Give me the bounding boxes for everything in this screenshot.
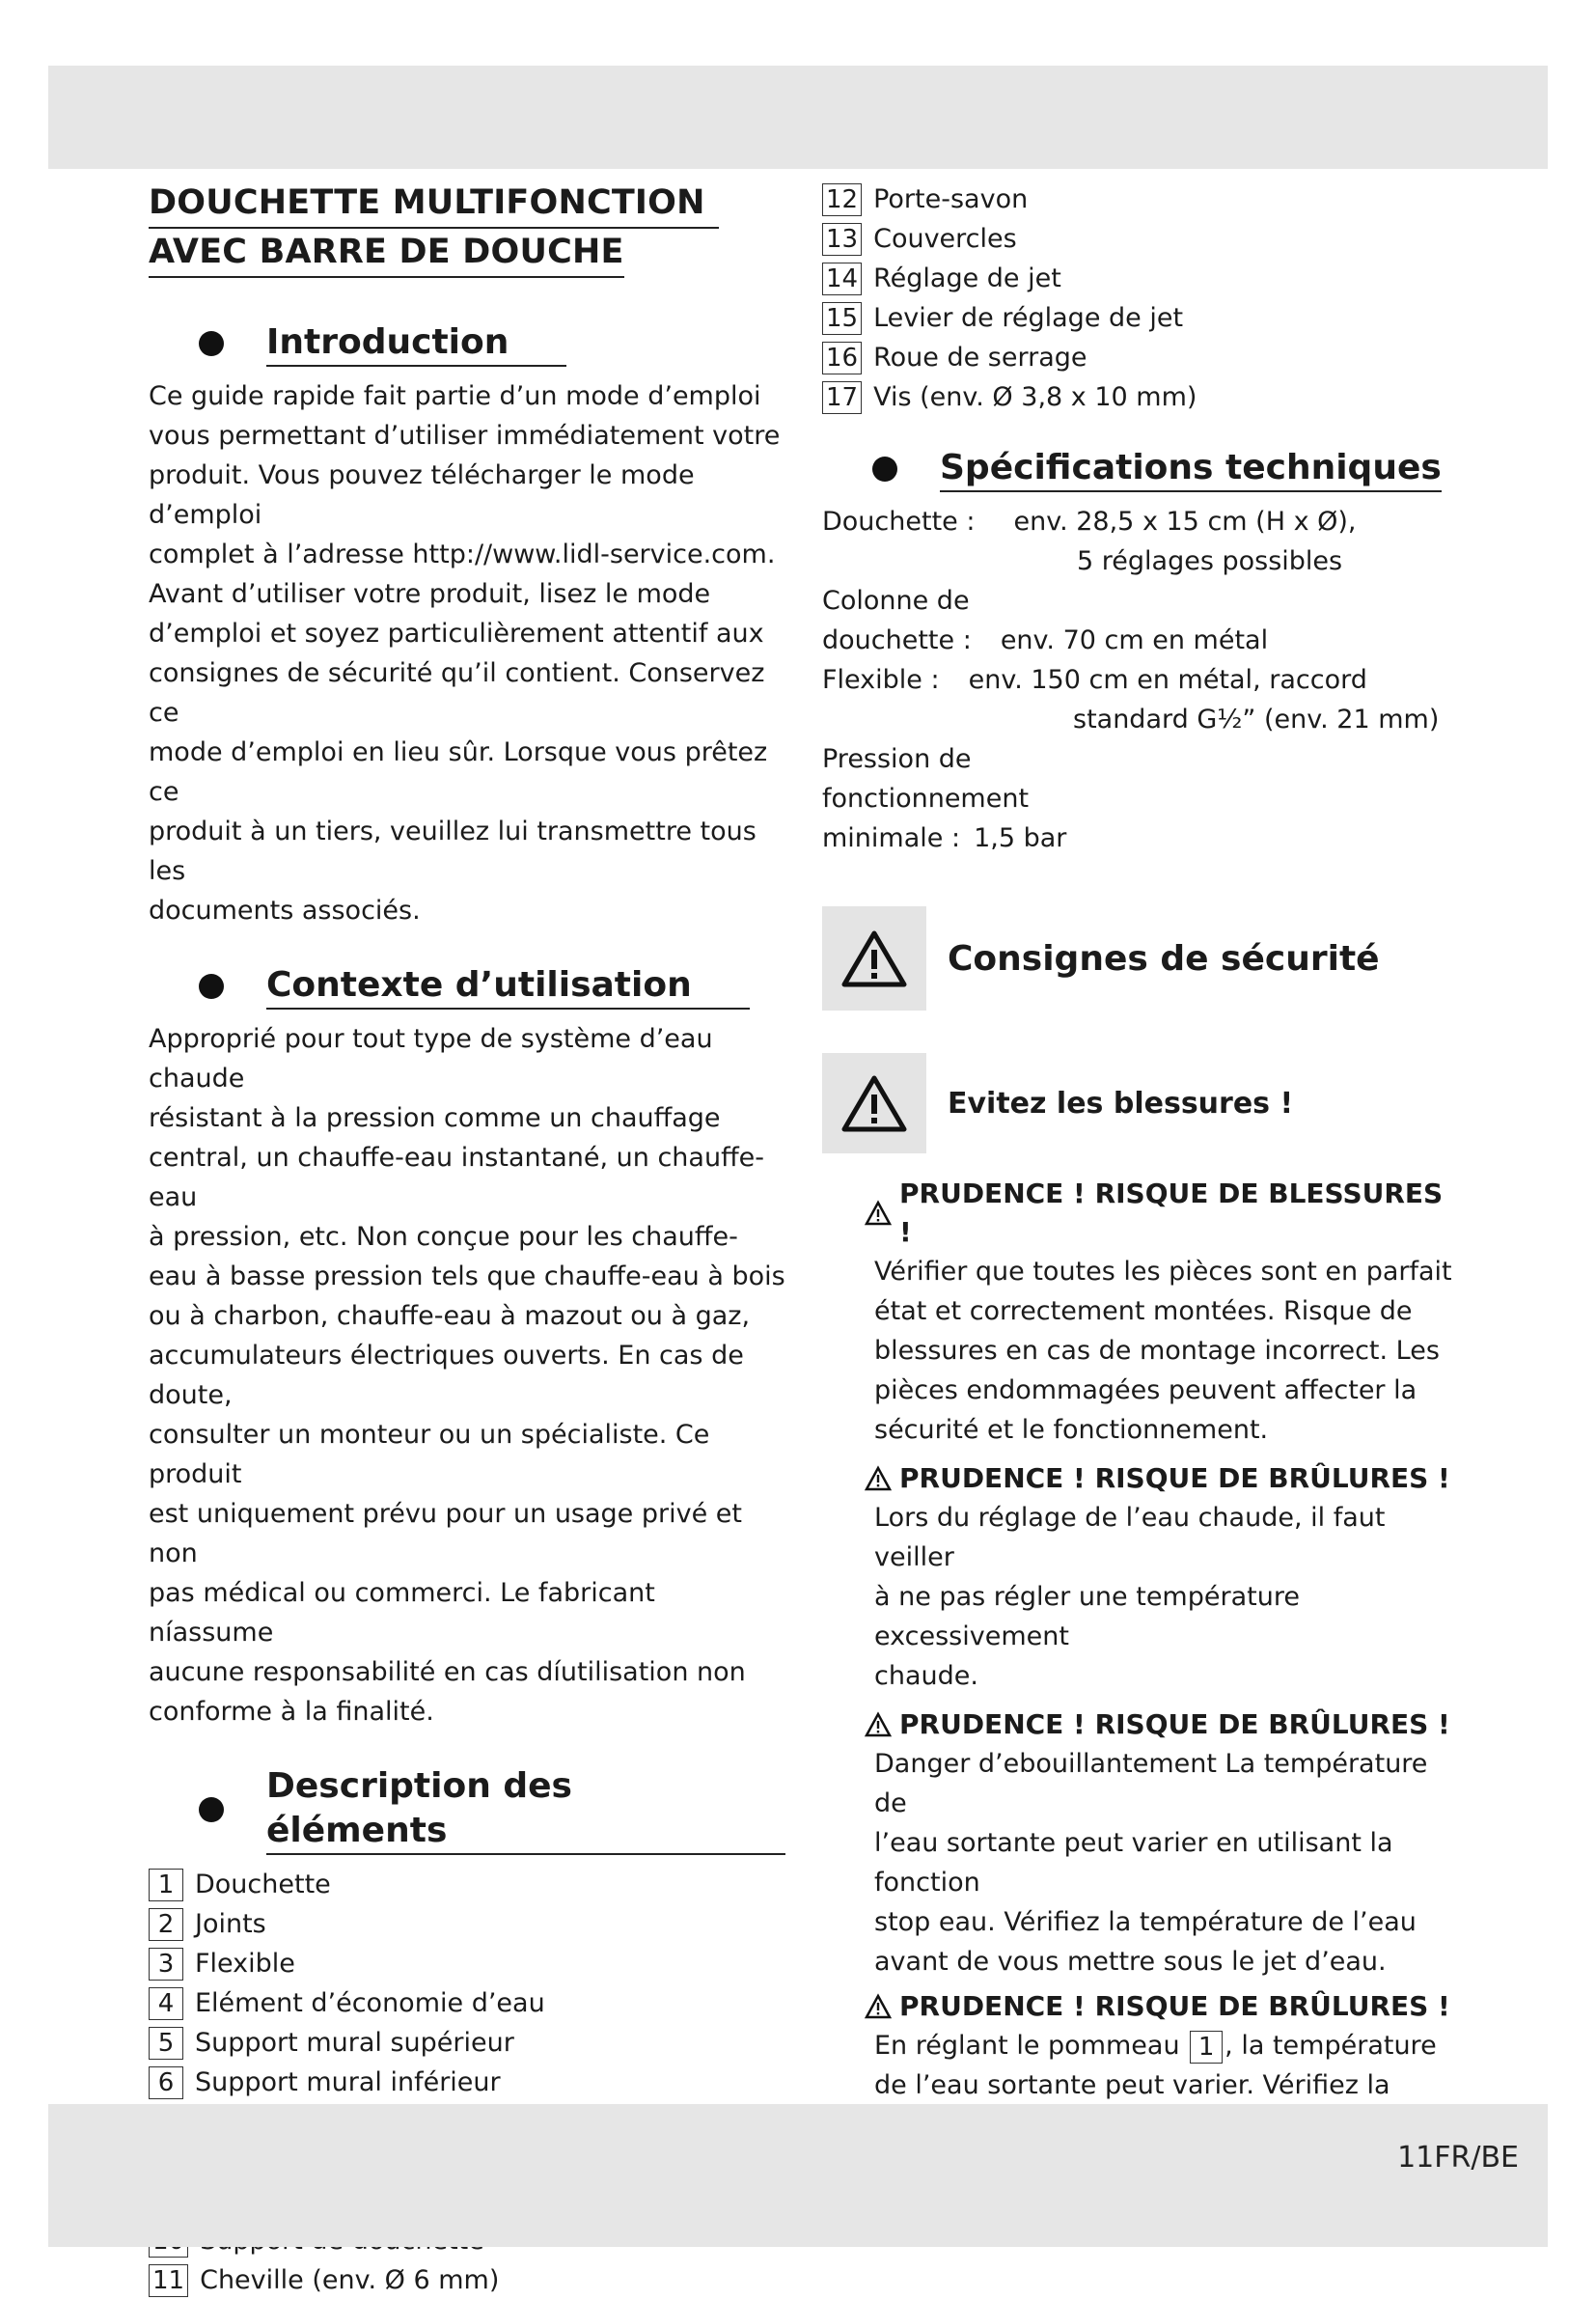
header-band [48, 66, 1548, 169]
injury-warning: Evitez les blessures ! [822, 1053, 1459, 1153]
bullet-icon [199, 331, 224, 356]
caution-text: Danger d’ebouillantement La température de l’eau sortante peut varier en utilisant la fonction stop eau. Vérifiez la température de l’eau avant de vous mettre sous le jet d’eau. [874, 1749, 1428, 1977]
warning-icon [822, 906, 926, 1011]
list-item: 2 Joints [149, 1904, 785, 1944]
caution-title: PRUDENCE ! RISQUE DE BLESSURES ! [865, 1175, 1459, 1252]
right-column [822, 180, 1459, 2224]
warning-icon [865, 1201, 892, 1226]
introduction-text: Ce guide rapide fait partie d’un mode d’emploi vous permettant d’utiliser immédiatement votre produit. Vous pouvez télécharger le mode d’emploi complet à l’adresse http://www.lidl-service.com. Avant d’utiliser votre produit, lisez le mode d’emploi et soyez particulièrement attentif aux consignes de sécurité qu’il contient. Conservez ce mode d’emploi en lieu sûr. Lorsque vous prêtez ce produit à un tiers, veuillez lui transmettre tous les documents associés. [149, 381, 781, 926]
list-item: 4 Elément d’économie d’eau [149, 1983, 785, 2023]
parts-list-continued [822, 180, 1459, 417]
caution-block [865, 1705, 1459, 1981]
part-reference: 1 [1190, 2031, 1223, 2064]
document-title [149, 180, 785, 278]
list-item: 15 Levier de réglage de jet [822, 298, 1459, 338]
caution-title: PRUDENCE ! RISQUE DE BRÛLURES ! [865, 1987, 1459, 2026]
caution-text: Lors du réglage de l’eau chaude, il faut veiller à ne pas régler une température excessivement chaude. [874, 1503, 1386, 1691]
warning-icon [865, 1994, 892, 2019]
caution-block [865, 1175, 1459, 1450]
description-heading: Description des éléments [199, 1764, 785, 1855]
caution-title: PRUDENCE ! RISQUE DE BRÛLURES ! [865, 1459, 1459, 1498]
list-item: 14 Réglage de jet [822, 259, 1459, 298]
title-line-2: AVEC BARRE DE DOUCHE [149, 229, 624, 278]
bullet-icon [199, 1797, 224, 1822]
contexte-text: Approprié pour tout type de système d’eau chaude résistant à la pression comme un chauffage central, un chauffe-eau instantané, un chauffe-eau à pression, etc. Non conçue pour les chauffe- eau à basse pression tels que chauffe-eau à bois ou à charbon, chauffe-eau à mazout ou à gaz, accumulateurs électriques ouverts. En cas de doute, consulter un monteur ou un spécialiste. Ce produit est uniquement prévu pour un usage privé et non pas médical ou commerci. Le fabricant níassume aucune responsabilité en cas díutilisation non conforme à la finalité. [149, 1024, 785, 1727]
safety-heading: Consignes de sécurité [822, 906, 1459, 1011]
list-item: 13 Couvercles [822, 219, 1459, 259]
introduction-heading: Introduction [199, 320, 785, 367]
caution-text: Vérifier que toutes les pièces sont en parfait état et correctement montées. Risque de blessures en cas de montage incorrect. Les pièces endommagées peuvent affecter la sécurité et le fonctionnement. [874, 1257, 1452, 1445]
specs-heading: Spécifications techniques [872, 446, 1459, 492]
page-number: 11FR/BE [1397, 2141, 1519, 2175]
warning-icon [822, 1053, 926, 1153]
list-item: 16 Roue de serrage [822, 338, 1459, 377]
warning-icon [865, 1466, 892, 1491]
caution-text: En réglant le pommeau 1 , la température de l’eau sortante peut varier. Vérifiez la [874, 2031, 1437, 2100]
list-item: 1 Douchette [149, 1865, 785, 1904]
caution-title: PRUDENCE ! RISQUE DE BRÛLURES ! [865, 1705, 1459, 1744]
list-item: 3 Flexible [149, 1944, 785, 1983]
bullet-icon [872, 457, 897, 482]
warning-icon [865, 1712, 892, 1737]
list-item: 17 Vis (env. Ø 3,8 x 10 mm) [822, 377, 1459, 417]
title-line-1: DOUCHETTE MULTIFONCTION [149, 180, 719, 229]
list-item: 6 Support mural inférieur [149, 2063, 785, 2102]
specs-block: Douchette : env. 28,5 x 15 cm (H x Ø), 5 réglages possibles Colonne de douchette : env. 70 cm en métal Flexible : env. 150 cm en métal, raccord standard G½” (env. 21 mm) Pression de fonctionnement minimale : 1,5 bar [822, 507, 1440, 853]
list-item: 12 Porte-savon [822, 180, 1459, 219]
contexte-heading: Contexte d’utilisation [199, 963, 785, 1010]
left-column [149, 180, 785, 2300]
bullet-icon [199, 974, 224, 999]
list-item: 11 Cheville (env. Ø 6 mm) [149, 2260, 785, 2300]
footer-band [48, 2104, 1548, 2247]
caution-block [865, 1459, 1459, 1696]
list-item: 5 Support mural supérieur [149, 2023, 785, 2063]
